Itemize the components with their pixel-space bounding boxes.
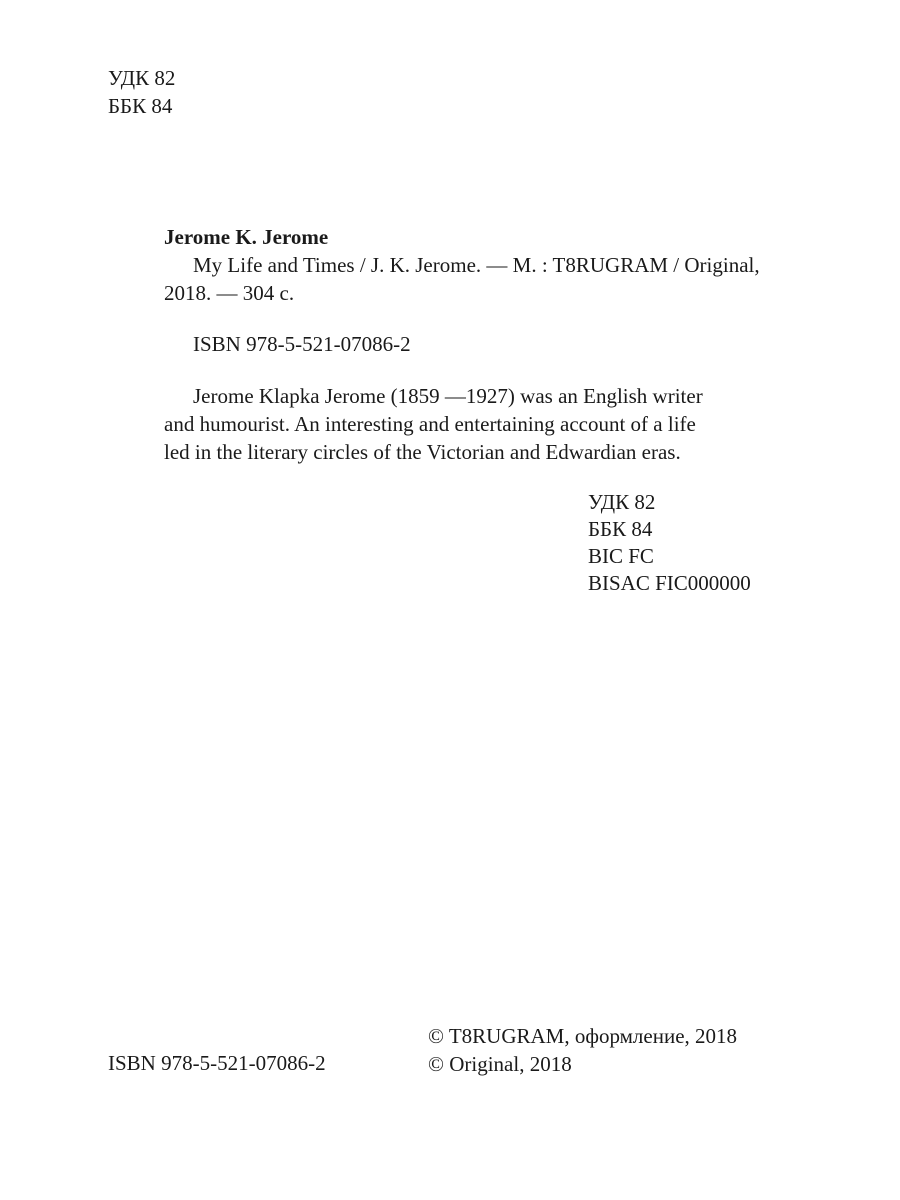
annotation-line-2: and humourist. An interesting and entertaining account of a life (164, 412, 696, 436)
footer-isbn-text: ISBN 978-5-521-07086-2 (108, 1051, 326, 1075)
copyright-t8rugram: © T8RUGRAM, оформление, 2018 (428, 1024, 738, 1048)
annotation (164, 382, 762, 466)
catalog-entry (164, 223, 762, 307)
right-bbk-code: ББК 84 (588, 517, 653, 541)
bic-code: BIC FC (588, 544, 654, 568)
copyright-notices (428, 1022, 737, 1078)
top-udk-code: УДК 82 (108, 66, 176, 90)
bisac-code: BISAC FIC000000 (588, 571, 751, 595)
title-description-line-2: 2018. — 304 с. (164, 281, 295, 305)
copyright-original: © Original, 2018 (428, 1052, 572, 1076)
catalog-isbn (193, 330, 411, 358)
annotation-line-3: led in the literary circles of the Victorian and Edwardian eras. (164, 440, 681, 464)
footer-isbn (108, 1049, 326, 1077)
catalog-isbn-text: ISBN 978-5-521-07086-2 (193, 332, 411, 356)
top-bbk-code: ББК 84 (108, 94, 173, 118)
author-name: Jerome K. Jerome (164, 225, 329, 249)
title-description-line-1: My Life and Times / J. K. Jerome. — M. : T8RUGRAM / Original, (193, 253, 760, 277)
right-classification (588, 489, 751, 597)
right-udk-code: УДК 82 (588, 490, 656, 514)
top-classification (108, 64, 175, 120)
annotation-line-1: Jerome Klapka Jerome (1859 —1927) was an English writer (193, 384, 703, 408)
